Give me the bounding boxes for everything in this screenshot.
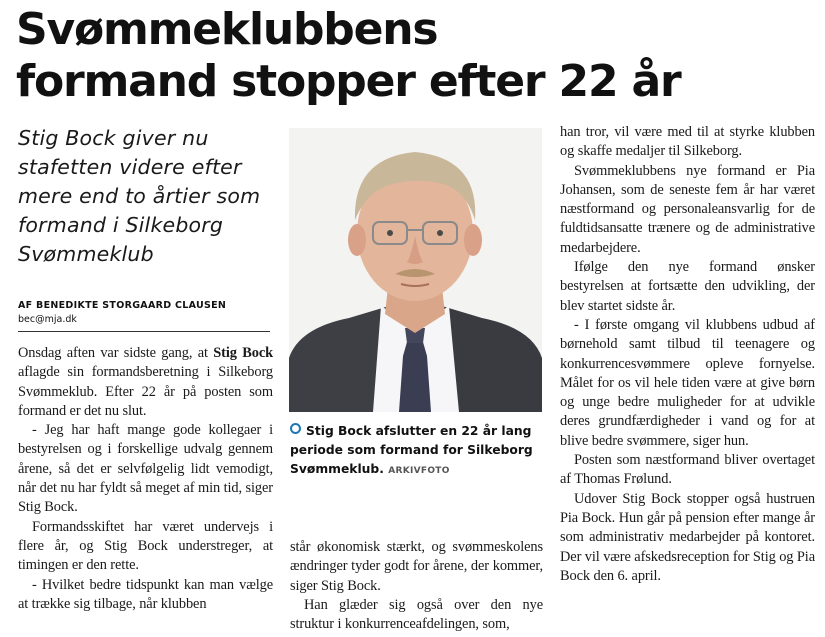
paragraph: han tror, vil være med til at styrke klubben og skaffe medaljer til Silkeborg.: [560, 124, 815, 160]
text-span: Onsdag aften var sidste gang, at: [18, 345, 214, 361]
article-column-1: [18, 344, 273, 614]
paragraph: Udover Stig Bock stopper også hustruen Pia Bock. Hun går på pension efter mange år som administrativ medarbejder på kontoret. Der vil være afskedsreception for Stig og Pia Bock den 6. april.: [560, 490, 815, 584]
paragraph: Posten som næstformand bliver overtaget af Thomas Frølund.: [560, 452, 815, 488]
photo-caption: [290, 422, 542, 481]
lede-line: formand i Silkeborg: [18, 213, 224, 237]
article-column-3: [560, 123, 815, 586]
headline-line-2: formand stopper efter 22 år: [16, 56, 681, 107]
paragraph: Formandsskiftet har været undervejs i flere år, og Stig Bock understreger, at timingen er den rette.: [18, 518, 273, 574]
article-column-2: [290, 538, 543, 634]
portrait-illustration: [289, 128, 542, 412]
headline: [16, 4, 816, 108]
byline: [18, 299, 270, 332]
lede-line: mere end to årtier som: [18, 184, 261, 208]
paragraph: - Jeg har haft mange gode kollegaer i bestyrelsen og i forskellige udvalg gennem årene, så det er selvfølgelig lidt vemodigt, når det nu har fyldt så meget af min tid, siger Stig Bock.: [18, 422, 273, 516]
caption-text: Stig Bock afslutter en 22 år lang periode som formand for Silkeborg Svømmeklub.: [290, 424, 533, 476]
paragraph: Svømmeklubbens nye formand er Pia Johansen, som de seneste fem år har været næstformand og personaleansvarlig for de fuldtidsansatte trænere og de administrative medarbejdere.: [560, 162, 815, 256]
paragraph: - I første omgang vil klubbens udbud af børnehold samt tilbud til teenagere og konkurrencesvømmere opleve fornyelse. Målet for os vil hele tiden være at give børn og unge bedre muligheder for at udvikle deres grundfærdigheder i vand og for at blive bedre svømmere, siger hun.: [560, 316, 815, 449]
text-span: aflagde sin formandsberetning i Silkeborg Svømmeklub. Efter 22 år på posten som formand er det nu slut.: [18, 364, 273, 419]
lede-line: Svømmeklub: [18, 242, 154, 266]
person-name: Stig Bock: [213, 345, 274, 361]
paragraph: Han glæder sig også over den nye struktur i konkurrenceafdelingen, som,: [290, 596, 543, 633]
lede-line: Stig Bock giver nu: [18, 126, 209, 150]
caption-bullet-icon: [290, 423, 301, 434]
portrait-photo: [289, 128, 542, 412]
paragraph: Ifølge den nye formand ønsker bestyrelsen at fortsætte den udvikling, der blev startet sidste år.: [560, 259, 815, 314]
photo-credit: ARKIVFOTO: [388, 466, 450, 476]
paragraph: - Hvilket bedre tidspunkt kan man vælge at trække sig tilbage, når klubben: [18, 576, 273, 612]
lede-line: stafetten videre efter: [18, 155, 242, 179]
byline-email[interactable]: bec@mja.dk: [18, 314, 77, 325]
paragraph: [18, 344, 273, 421]
headline-line-1: Svømmeklubbens: [16, 4, 438, 55]
byline-author: AF BENEDIKTE STORGAARD CLAUSEN: [18, 300, 227, 311]
paragraph: står økonomisk stærkt, og svømmeskolens ændringer tyder godt for årene, der kommer, siger Stig Bock.: [290, 539, 543, 594]
lede: [18, 124, 280, 269]
